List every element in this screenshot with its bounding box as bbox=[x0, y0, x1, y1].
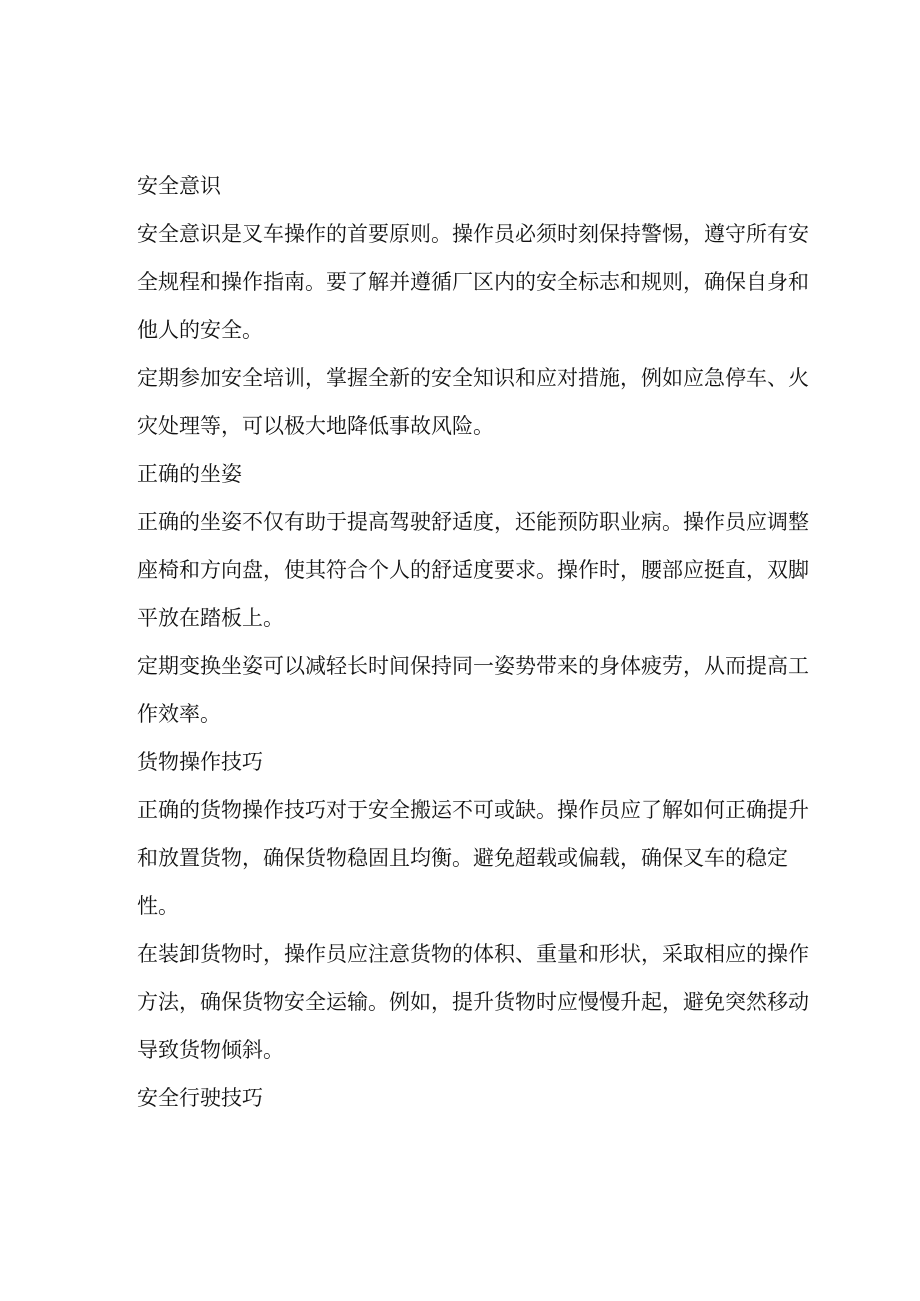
paragraph-line: 正确的坐姿不仅有助于提高驾驶舒适度，还能预防职业病。操作员应调整 bbox=[137, 510, 809, 534]
section-heading: 安全意识 bbox=[137, 174, 221, 198]
section-heading: 货物操作技巧 bbox=[137, 750, 263, 774]
paragraph bbox=[137, 498, 809, 642]
paragraph-line: 他人的安全。 bbox=[137, 318, 263, 342]
paragraph-line: 安全意识是叉车操作的首要原则。操作员必须时刻保持警惕，遵守所有安 bbox=[137, 222, 809, 246]
paragraph-line: 在装卸货物时，操作员应注意货物的体积、重量和形状，采取相应的操作 bbox=[137, 942, 809, 966]
document-body bbox=[137, 162, 809, 1122]
paragraph-line: 平放在踏板上。 bbox=[137, 606, 284, 630]
paragraph-line: 正确的货物操作技巧对于安全搬运不可或缺。操作员应了解如何正确提升 bbox=[137, 798, 809, 822]
paragraph-line: 定期变换坐姿可以减轻长时间保持同一姿势带来的身体疲劳，从而提高工 bbox=[137, 654, 809, 678]
paragraph bbox=[137, 354, 809, 450]
paragraph bbox=[137, 930, 809, 1074]
paragraph-line: 座椅和方向盘，使其符合个人的舒适度要求。操作时，腰部应挺直，双脚 bbox=[137, 558, 809, 582]
paragraph-line: 性。 bbox=[137, 894, 179, 918]
paragraph-line: 作效率。 bbox=[137, 702, 221, 726]
paragraph bbox=[137, 210, 809, 354]
paragraph-line: 导致货物倾斜。 bbox=[137, 1038, 284, 1062]
section-heading: 安全行驶技巧 bbox=[137, 1086, 263, 1110]
paragraph bbox=[137, 786, 809, 930]
paragraph-line: 定期参加安全培训，掌握全新的安全知识和应对措施，例如应急停车、火 bbox=[137, 366, 809, 390]
paragraph bbox=[137, 642, 809, 738]
paragraph-line: 灾处理等，可以极大地降低事故风险。 bbox=[137, 414, 494, 438]
section-heading: 正确的坐姿 bbox=[137, 462, 242, 486]
paragraph-line: 和放置货物，确保货物稳固且均衡。避免超载或偏载，确保叉车的稳定 bbox=[137, 846, 788, 870]
paragraph-line: 方法，确保货物安全运输。例如，提升货物时应慢慢升起，避免突然移动 bbox=[137, 990, 809, 1014]
paragraph-line: 全规程和操作指南。要了解并遵循厂区内的安全标志和规则，确保自身和 bbox=[137, 270, 809, 294]
